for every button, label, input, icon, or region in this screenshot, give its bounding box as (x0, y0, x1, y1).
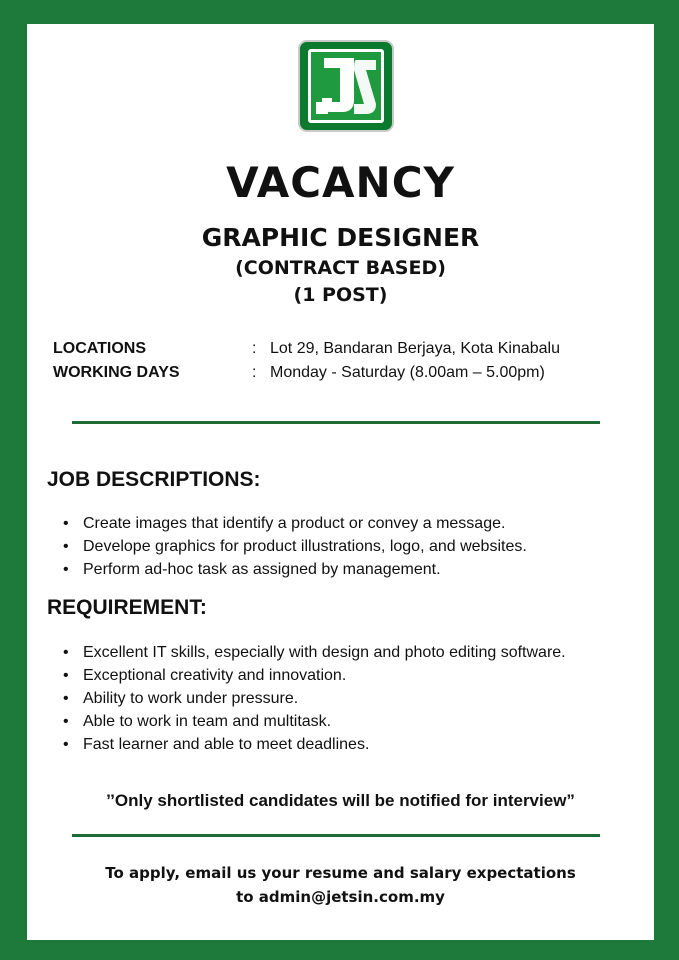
divider-bottom (72, 834, 600, 837)
detail-value: Lot 29, Bandaran Berjaya, Kota Kinabalu (270, 340, 560, 357)
detail-value: Monday - Saturday (8.00am – 5.00pm) (270, 364, 545, 381)
list-item: • Excellent IT skills, especially with design and photo editing software. (27, 641, 647, 664)
vacancy-poster (27, 24, 654, 940)
list-item: • Ability to work under pressure. (27, 687, 647, 710)
detail-label: WORKING DAYS (53, 364, 180, 381)
list-item: • Perform ad-hoc task as assigned by management. (27, 558, 647, 581)
list-item: • Fast learner and able to meet deadlines. (27, 733, 647, 756)
detail-row-working-days (53, 364, 643, 386)
job-descriptions-list (27, 512, 647, 581)
job-position: GRAPHIC DESIGNER (201, 223, 480, 252)
requirement-list (27, 641, 647, 756)
requirement-heading: REQUIREMENT: (47, 596, 207, 619)
detail-label: LOCATIONS (53, 340, 147, 357)
post-count: (1 POST) (293, 284, 388, 306)
list-item: • Develope graphics for product illustrations, logo, and websites. (27, 535, 647, 558)
divider-top (72, 421, 600, 424)
apply-instructions: To apply, email us your resume and salary expectations (105, 864, 576, 882)
detail-row-locations (53, 340, 643, 362)
job-descriptions-heading: JOB DESCRIPTIONS: (47, 468, 261, 491)
detail-separator: : (252, 340, 257, 357)
list-item: • Create images that identify a product or convey a message. (27, 512, 647, 535)
detail-separator: : (252, 364, 257, 381)
company-logo (296, 38, 396, 134)
apply-email: to admin@jetsin.com.my (236, 888, 445, 906)
list-item: • Exceptional creativity and innovation. (27, 664, 647, 687)
list-item: • Able to work in team and multitask. (27, 710, 647, 733)
contract-basis: (CONTRACT BASED) (235, 257, 446, 279)
vacancy-title: VACANCY (226, 158, 455, 207)
shortlist-notice: ’’Only shortlisted candidates will be notified for interview” (106, 791, 575, 810)
